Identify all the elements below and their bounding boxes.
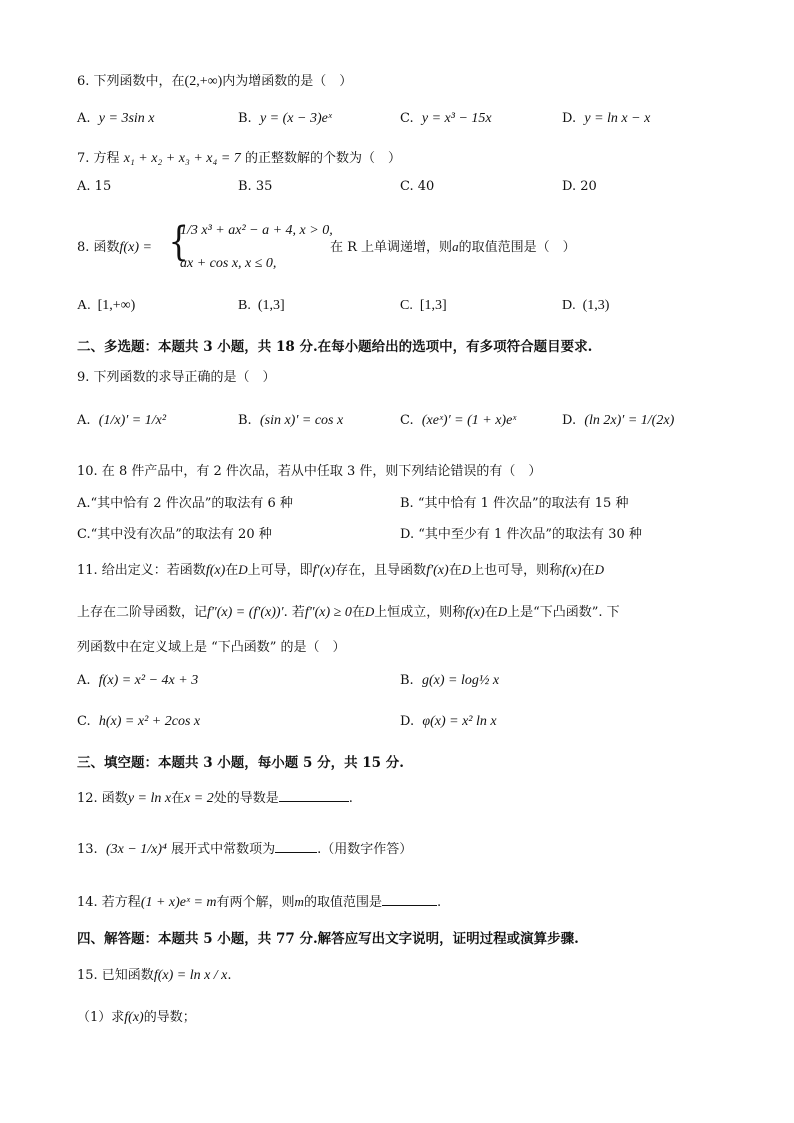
q11-option-c [77,714,200,730]
option-label: B. [238,298,251,313]
q11-option-d [400,714,497,730]
q11-option-c-formula: h(x) = x² + 2cos x [98,714,201,729]
option-label: A. [77,111,91,126]
text: 在 [351,605,365,620]
text: 上可导，即 [247,563,313,578]
math: f(x) [124,1010,144,1025]
text: 上恒成立，则称 [374,605,466,620]
q8-stem-end: 的取值范围是（ ） [458,240,576,255]
q10-option-c [77,523,272,542]
q6-option-a-formula: y = 3sin x [98,111,155,126]
section-4-heading: 四、解答题：本题共 5 小题，共 77 分.解答应写出文字说明，证明过程或演算步骤. [77,931,579,947]
math: f″(x) ≥ 0 [304,605,352,620]
q9-option-c [400,413,516,429]
option-label: C. [400,298,413,313]
q8-stem-rest [330,236,576,255]
q9-option-a [77,413,166,429]
text: （用数字作答） [321,842,413,857]
text: 处的导数是 [213,791,279,806]
q11-option-b-formula: g(x) = log½ x [421,673,500,688]
option-label: B. [400,673,414,688]
question-13: 13. (3x − 1/x)⁴ 展开式中常数项为 .（用数字作答） [77,842,413,857]
option-label: B. [238,413,252,428]
option-text: 40 [417,179,435,194]
text: 存在，且导函数 [335,563,427,578]
q8-function: f(x) = [119,240,152,255]
text: 在 [225,563,239,578]
q9-option-b-formula: (sin x)′ = cos x [259,413,344,428]
text: 上是“下凸函数”. 下 [507,605,620,620]
option-label: C. [400,111,414,126]
section-3-heading: 三、填空题：本题共 3 小题，每小题 5 分，共 15 分. [77,755,404,771]
piecewise-brace: { [168,219,189,265]
q7-option-a [77,179,111,194]
option-label: D. [562,298,576,313]
q8-option-c [400,298,447,314]
text: 13. [77,842,98,857]
math: D [497,604,508,619]
text: 上也可导，则称 [471,563,563,578]
q9-option-a-formula: (1/x)′ = 1/x² [98,413,167,428]
question-11-line-2 [77,601,620,621]
q9-option-d-formula: (ln 2x)′ = 1/(2x) [584,413,675,428]
q7-equation: x₁ + x₂ + x₃ + x₄ = 7 [123,151,241,166]
option-label: D. [400,714,415,729]
option-label: D. [562,179,577,194]
question-9-stem: 9. 下列函数的求导正确的是（ ） [77,370,276,385]
question-7-stem [77,147,401,167]
question-15: 15. 已知函数f(x) = ln x / x. [77,968,232,983]
option-label: A. [77,673,91,688]
option-text: “其中恰有 1 件次品”的取法有 15 种 [417,496,629,511]
math: f(x) [562,563,582,578]
q7-stem-prefix: 7. 方程 [77,151,120,166]
q7-option-c [400,179,434,194]
q10-option-d [400,523,642,542]
option-label: C. [77,714,91,729]
q6-interval: (2,+∞) [184,74,223,89]
math: f(x) [465,605,485,620]
text: 在 [484,605,498,620]
math: f″(x) = (f′(x))′ [207,605,284,620]
math: x = 2 [184,791,214,806]
math: m [294,894,304,909]
question-8-stem [77,236,152,256]
option-text: “其中至少有 1 件次品”的取法有 30 种 [418,527,642,542]
text: （1）求 [77,1010,125,1025]
q8-case-2: ax + cos x, x ≤ 0, [180,256,277,271]
q7-option-d [562,179,597,194]
q9-option-b [238,413,343,429]
q6-option-c-formula: y = x³ − 15x [421,111,492,126]
question-11-line-3: 列函数中在定义域上是 “下凸函数” 的是（ ） [77,640,346,655]
option-text: 35 [255,179,273,194]
q9-option-d [562,413,674,429]
question-15-part-1 [77,1006,196,1026]
text: 的取值范围是 [303,895,382,910]
math: f′(x) [312,563,336,578]
math: f(x) [205,563,226,578]
q10-option-a [77,492,293,511]
q9-option-c-formula: (xeˣ)′ = (1 + x)eˣ [421,413,517,428]
question-10-stem: 10. 在 8 件产品中，有 2 件次品，若从中任取 3 件，则下列结论错误的有（ ） [77,464,542,479]
option-label: B. [238,179,252,194]
text: 展开式中常数项为 [171,842,276,857]
option-label: C. [400,179,414,194]
q11-option-a-formula: f(x) = x² − 4x + 3 [98,673,199,688]
option-text: (1,3] [257,298,285,313]
question-11-line-1 [77,559,604,579]
q8-var: a [452,239,459,254]
q13-expression: (3x − 1/x)⁴ [105,842,167,857]
q10-option-b [400,492,628,511]
text: . 若 [283,605,305,620]
option-text: 20 [580,179,597,194]
text: 在 [171,791,185,806]
text: 14. 若方程 [77,895,141,910]
option-text: [1,3] [419,298,447,313]
q8-option-b [238,298,285,314]
q8-stem-suffix: 在 R 上单调递增，则 [330,240,453,255]
option-label: C. [400,413,414,428]
math: D [238,562,248,577]
math: D [594,562,604,577]
option-label: C. [77,527,91,542]
math: D [364,604,375,619]
q6-option-c [400,111,492,127]
q8-case-1: 1/3 x³ + ax² − a + 4, x > 0, [180,223,333,238]
option-label: D. [562,413,577,428]
math: f′(x) [426,563,449,578]
answer-blank[interactable] [382,905,437,906]
question-14: 14. 若方程(1 + x)eˣ = m有两个解，则m的取值范围是 . [77,894,442,910]
option-label: B. [400,496,414,511]
q11-option-a [77,673,198,689]
q11-option-d-formula: φ(x) = x² ln x [422,714,497,729]
q7-stem-suffix: 的正整数解的个数为（ ） [244,151,401,166]
text: 有两个解，则 [216,895,295,910]
option-text: “其中恰有 2 件次品”的取法有 6 种 [90,496,293,511]
q11-option-b [400,673,499,689]
math: f(x) = ln x / x [153,968,228,983]
math: D [461,562,472,577]
math: (1 + x)eˣ = m [140,895,217,910]
option-text: 15 [94,179,112,194]
option-text: (1,3) [582,298,610,313]
option-label: A. [77,496,91,511]
option-label: D. [400,527,415,542]
text: 15. 已知函数 [77,968,154,983]
q6-option-b [238,111,332,127]
q6-option-d [562,111,650,127]
q6-option-a [77,111,155,127]
option-label: D. [562,111,577,126]
q6-stem-suffix: 内为增函数的是（ ） [222,74,353,89]
text: 11. 给出定义：若函数 [77,563,206,578]
q6-option-d-formula: y = ln x − x [584,111,651,126]
option-text: [1,+∞) [97,298,136,313]
q6-option-b-formula: y = (x − 3)eˣ [259,111,332,126]
question-12: 12. 函数y = ln x在x = 2处的导数是 . [77,791,353,806]
option-label: A. [77,298,91,313]
math: y = ln x [127,791,172,806]
text: 的导数； [143,1010,196,1025]
section-2-heading: 二、多选题：本题共 3 小题，共 18 分.在每小题给出的选项中，有多项符合题目要求. [77,339,593,355]
answer-blank[interactable] [275,852,317,853]
option-text: “其中没有次品”的取法有 20 种 [90,527,272,542]
option-label: A. [77,179,91,194]
q8-option-d [562,298,609,314]
q8-stem-prefix: 8. 函数 [77,240,120,255]
answer-blank[interactable] [279,801,349,802]
q7-option-b [238,179,272,194]
q8-option-a [77,298,135,314]
text: 在 [581,563,595,578]
text: 上存在二阶导函数，记 [77,605,208,620]
text: 在 [448,563,462,578]
option-label: A. [77,413,91,428]
q6-stem-prefix: 6. 下列函数中，在 [77,74,185,89]
option-label: B. [238,111,252,126]
question-6-stem [77,70,352,90]
text: 12. 函数 [77,791,128,806]
